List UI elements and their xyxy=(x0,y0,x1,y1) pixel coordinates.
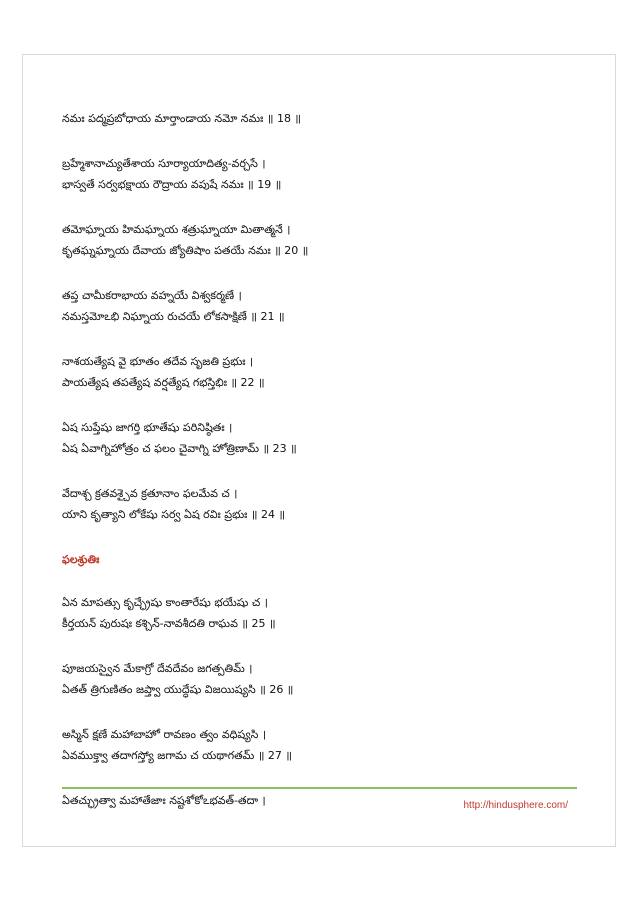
verse-20 xyxy=(62,219,572,261)
verse-line: బ్రహ్మేశానాచ్యుతేశాయ సూర్యాయాదిత్య-వర్చసే । xyxy=(62,157,266,170)
verse-21 xyxy=(62,285,572,327)
verse-line: నాశయత్యేష వై భూతం తదేవ సృజతి ప్రభుః । xyxy=(62,355,254,368)
footer-divider xyxy=(62,787,577,789)
verse-25 xyxy=(62,592,572,634)
verse-27 xyxy=(62,724,572,766)
verse-line: ఏష ఏవాగ్నిహోత్రం చ ఫలం చైవాగ్ని హోత్రిణామ్ ॥ 23 ॥ xyxy=(62,442,297,455)
verse-line: ఏన మాపత్సు కృచ్ఛ్రేషు కాంతారేషు భయేషు చ । xyxy=(62,596,268,609)
verse-line: కీర్తయన్ పురుషః కశ్చిన్-నావశీదతి రాఘవ ॥ 25 ॥ xyxy=(62,617,276,630)
verse-line: నమః పద్మప్రబోధాయ మార్తాండాయ నమో నమః ॥ 18 ॥ xyxy=(62,112,302,125)
verse-line: ఏవముక్త్వా తదాగస్త్యో జగామ చ యథాగతమ్ ॥ 27 ॥ xyxy=(62,749,292,762)
verse-line: వేదాశ్చ క్రతవశ్చైవ క్రతూనాం ఫలమేవ చ । xyxy=(62,487,238,500)
verse-18 xyxy=(62,108,572,129)
verse-line: నమస్తమోఽభి నిఘ్నాయ రుచయే లోకసాక్షిణే ॥ 21 ॥ xyxy=(62,310,285,323)
verse-line: యాని కృత్యాని లోకేషు సర్వ ఏష రవిః ప్రభుః ॥ 24 ॥ xyxy=(62,508,286,521)
verse-line: ఏతత్ త్రిగుణితం జప్త్వా యుద్ధేషు విజయిష్యసి ॥ 26 ॥ xyxy=(62,683,294,696)
verse-line: పాయత్యేష తపత్యేష వర్షత్యేష గభస్తిభిః ॥ 22 ॥ xyxy=(62,376,265,389)
verse-line: ఏతచ్ఛ్రుత్వా మహాతేజాః నష్టశోకోఽభవత్-తదా । xyxy=(62,794,266,807)
verse-line: అస్మిన్ క్షణే మహాబాహో రావణం త్వం వధిష్యసి । xyxy=(62,728,267,741)
verse-24 xyxy=(62,483,572,525)
verse-line: ఏష సుప్తేషు జాగర్తి భూతేషు పరినిష్ఠితః । xyxy=(62,421,233,434)
footer-link[interactable]: http://hindusphere.com/ xyxy=(463,800,568,811)
verse-line: పూజయస్వైన మేకాగ్రో దేవదేవం జగత్పతిమ్ । xyxy=(62,662,253,675)
verse-22 xyxy=(62,351,572,393)
verse-line: కృతఘ్నఘ్నాయ దేవాయ జ్యోతిషాం పతయే నమః ॥ 20 ॥ xyxy=(62,244,309,257)
verse-23 xyxy=(62,417,572,459)
phalashruti-heading: ఫలశ్రుతిః xyxy=(62,553,100,566)
verse-19 xyxy=(62,153,572,195)
verse-content xyxy=(62,108,572,835)
verse-line: తమోఘ్నాయ హిమఘ్నాయ శత్రుఘ్నాయా మితాత్మనే । xyxy=(62,223,291,236)
verse-line: భాస్వతే సర్వభక్షాయ రౌద్రాయ వపుషే నమః ॥ 19 ॥ xyxy=(62,178,282,191)
verse-26 xyxy=(62,658,572,700)
verse-line: తప్త చామీకరాభాయ వహ్నయే విశ్వకర్మణే । xyxy=(62,289,242,302)
